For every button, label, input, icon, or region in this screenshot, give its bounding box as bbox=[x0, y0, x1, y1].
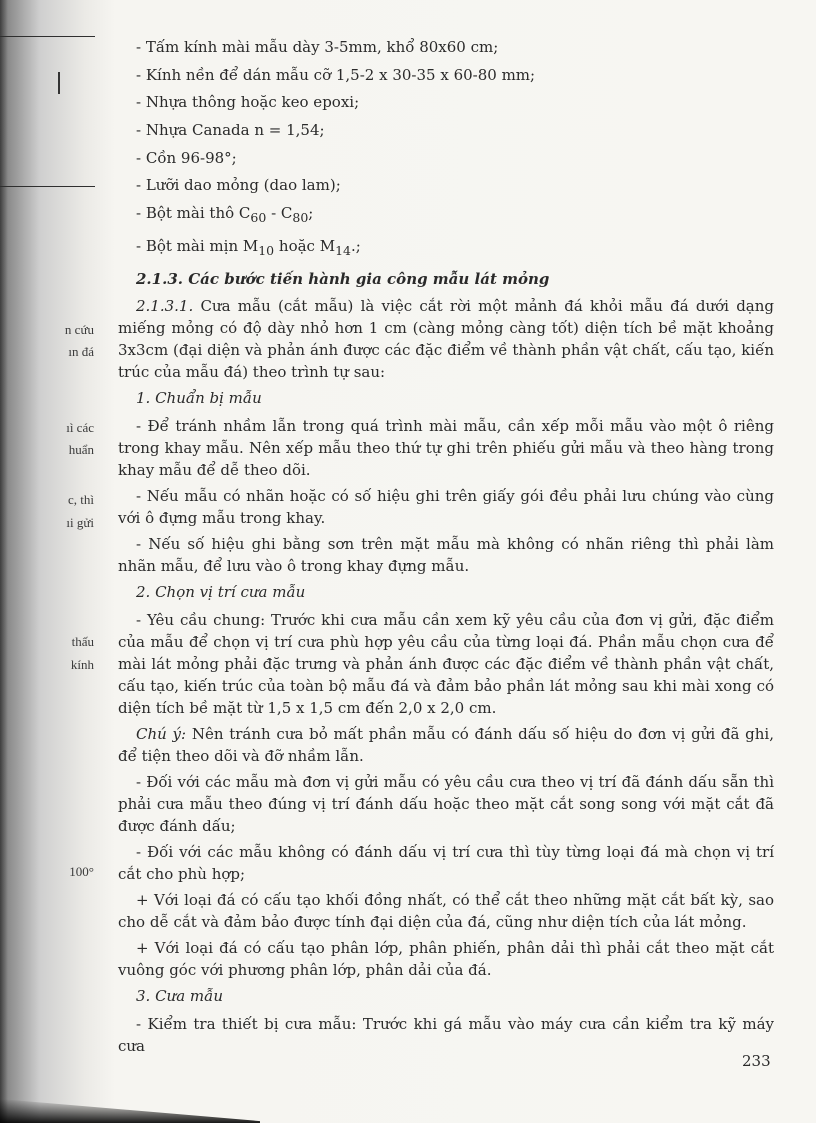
step2-paragraph: + Với loại đá có cấu tạo phân lớp, phân phiến, phân dải thì phải cắt theo mặt cắt vuông góc với phương phân lớp, phân dải của đá. bbox=[118, 938, 774, 979]
intro-paragraph: 2.1.3.1. Cưa mẫu (cắt mẫu) là việc cắt rời một mảnh đá khỏi mẫu đá dưới dạng miếng mỏng có độ dày nhỏ hơn 1 cm (càng mỏng càng tốt) diện tích bề mặt khoảng 3x3cm (đại diện và phản ánh được các đặc điểm về thành phần vật chất, cấu tạo, kiến trúc của mẫu đá) theo trình tự sau: bbox=[118, 296, 774, 381]
step2-paragraph: + Với loại đá có cấu tạo khối đồng nhất, có thể cắt theo những mặt cắt bất kỳ, sao cho dễ cắt và đảm bảo được tính đại diện của đá, cũng như diện tích của lát mỏng. bbox=[118, 890, 774, 931]
step2-paragraph: - Đối với các mẫu mà đơn vị gửi mẫu có yêu cầu cưa theo vị trí đã đánh dấu sẵn thì phải cưa mẫu theo đúng vị trí đánh dấu hoặc theo mặt cắt song song với mặt cắt đã được đánh dấu; bbox=[118, 772, 774, 835]
step3-paragraph: - Kiểm tra thiết bị cưa mẫu: Trước khi gá mẫu vào máy cưa cần kiểm tra kỹ máy cưa bbox=[118, 1014, 774, 1055]
step2-title: 2. Chọn vị trí cưa mẫu bbox=[136, 582, 306, 601]
paragraph-label: 2.1.3.1. bbox=[136, 296, 194, 315]
margin-fragment: thấu bbox=[71, 634, 94, 649]
margin-fragment: ın đá bbox=[68, 344, 94, 359]
binding-shadow bbox=[0, 1099, 260, 1123]
margin-fragment: ıì các bbox=[66, 420, 94, 435]
materials-item: - Kính nền để dán mẫu cỡ 1,5-2 x 30-35 x 60-80 mm; bbox=[136, 65, 536, 84]
step1-paragraph: - Nếu mẫu có nhãn hoặc có số hiệu ghi trên giấy gói đều phải lưu chúng vào cùng với ô đựng mẫu trong khay. bbox=[118, 486, 774, 527]
margin-fragment: c, thì bbox=[68, 492, 94, 507]
materials-item: - Nhựa thông hoặc keo epoxi; bbox=[136, 93, 360, 112]
margin-fragment: huẩn bbox=[68, 442, 94, 457]
note-paragraph: Chú ý: Nên tránh cưa bỏ mất phần mẫu có đánh dấu số hiệu do đơn vị gửi đã ghi, để tiện theo dõi và đỡ nhầm lẫn. bbox=[118, 724, 774, 765]
materials-item: - Cồn 96-98°; bbox=[136, 148, 237, 167]
step3-title: 3. Cưa mẫu bbox=[136, 986, 224, 1005]
gutter-rule bbox=[0, 36, 95, 37]
page-number: 233 bbox=[742, 1052, 771, 1070]
step2-paragraph: - Yêu cầu chung: Trước khi cưa mẫu cần xem kỹ yêu cầu của đơn vị gửi, đặc điểm của mẫu để chọn vị trí cưa phù hợp yêu cầu của từng loại đá. Phần mẫu chọn cưa để mài lát mỏng phải đặc trưng và phản ánh được các đặc điểm về thành phần vật chất, cấu tạo, kiến trúc của toàn bộ mẫu đá và đảm bảo phần lát mỏng sau khi mài xong có diện tích bề mặt từ 1,5 x 1,5 cm đến 2,0 x 2,0 cm. bbox=[118, 610, 774, 717]
margin-fragment: kính bbox=[70, 657, 94, 672]
note-label: Chú ý: bbox=[136, 724, 187, 743]
section-heading: 2.1.3. Các bước tiến hành gia công mẫu lát mỏng bbox=[136, 269, 550, 288]
page-body bbox=[118, 36, 774, 1061]
abrasive-fine-item: - Bột mài mịn $M_{10}$ hoặc $M_{14}$.; bbox=[136, 236, 361, 258]
materials-item: - Nhựa Canada n = 1,54; bbox=[136, 121, 325, 140]
margin-fragment: 100° bbox=[69, 864, 94, 879]
step1-title: 1. Chuẩn bị mẫu bbox=[136, 388, 262, 407]
gutter-mark bbox=[58, 72, 60, 94]
step1-paragraph: - Để tránh nhầm lẫn trong quá trình mài mẫu, cần xếp mỗi mẫu vào một ô riêng trong khay mẫu. Nên xếp mẫu theo thứ tự ghi trên phiếu gửi mẫu và theo hàng trong khay mẫu để dễ theo dõi. bbox=[118, 416, 774, 479]
materials-item: - Tấm kính mài mẫu dày 3-5mm, khổ 80x60 cm; bbox=[136, 38, 499, 56]
materials-item: - Lưỡi dao mỏng (dao lam); bbox=[136, 176, 341, 195]
gutter-rule bbox=[0, 186, 95, 187]
margin-fragment: n cứu bbox=[64, 322, 94, 337]
step1-paragraph: - Nếu số hiệu ghi bằng sơn trên mặt mẫu mà không có nhãn riêng thì phải làm nhãn mẫu, để lưu vào ô trong khay đựng mẫu. bbox=[118, 534, 774, 575]
step2-paragraph: - Đối với các mẫu không có đánh dấu vị trí cưa thì tùy từng loại đá mà chọn vị trí cắt cho phù hợp; bbox=[118, 842, 774, 883]
margin-fragment: ıi gửi bbox=[66, 515, 94, 530]
abrasive-coarse-item: - Bột mài thô $C_{60} - C_{80}$; bbox=[136, 204, 314, 226]
